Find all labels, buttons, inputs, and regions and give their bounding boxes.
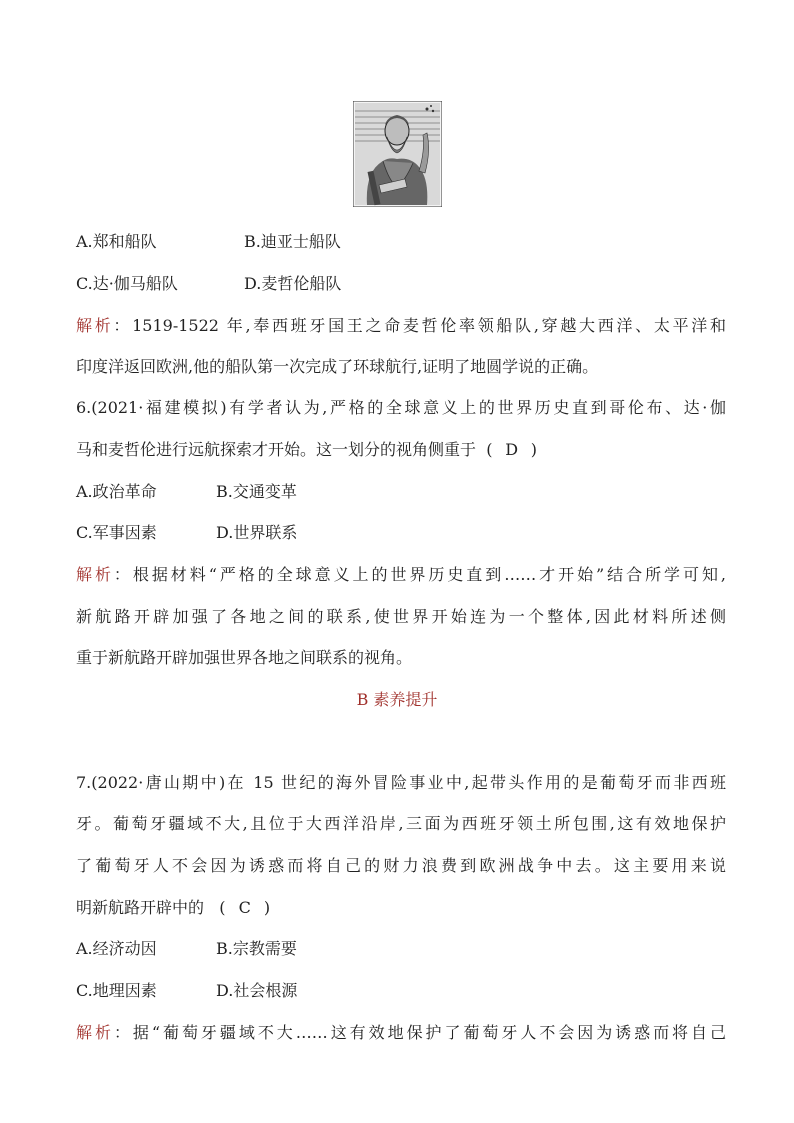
q5-option-b: B.迪亚士船队 [244,232,341,251]
analysis-label: 解析 [76,565,114,584]
q5-option-c: C.达·伽马船队 [76,274,178,293]
q5-analysis-line-2: 印度洋返回欧洲,他的船队第一次完成了环球航行,证明了地圆学说的正确。 [76,357,599,376]
q7-option-d: D.社会根源 [216,981,298,1000]
q6-stem-line-2: 马和麦哲伦进行远航探索才开始。这一划分的视角侧重于 ( D ) [76,440,538,459]
q7-option-b: B.宗教需要 [216,939,297,958]
q7-answer: C [238,898,251,917]
q6-options-row-1 [76,482,726,502]
q7-option-c: C.地理因素 [76,981,157,1000]
q6-options-row-2 [76,523,726,543]
q7-stem-line-3: 了葡萄牙人不会因为诱惑而将自己的财力浪费到欧洲战争中去。这主要用来说 [76,856,726,875]
q6-analysis-line-2: 新航路开辟加强了各地之间的联系,使世界开始连为一个整体,因此材料所述侧 [76,607,726,626]
q7-stem-line-1: 7.(2022·唐山期中)在 15 世纪的海外冒险事业中,起带头作用的是葡萄牙而非西班 [76,773,726,792]
q5-options-row-1 [76,232,726,252]
q7-bracket-open: ( [219,898,226,917]
q7-stem-line-4: 明新航路开辟中的 ( C ) [76,898,271,917]
analysis-label: 解析 [76,1023,114,1042]
q5-option-a: A.郑和船队 [76,232,157,251]
q5-option-d: D.麦哲伦船队 [244,274,342,293]
q6-bracket-open: ( [486,440,493,459]
q5-analysis-line-1: 解析：1519-1522 年,奉西班牙国王之命麦哲伦率领船队,穿越大西洋、太平洋和 [76,316,726,335]
q6-option-c: C.军事因素 [76,523,157,542]
q6-analysis-line-3: 重于新航路开辟加强世界各地之间联系的视角。 [76,648,413,667]
q6-option-a: A.政治革命 [76,482,157,501]
q7-options-row-2 [76,981,726,1001]
q6-answer: D [505,440,519,459]
q6-option-b: B.交通变革 [216,482,297,501]
q7-analysis-line-1: 解析：据“葡萄牙疆域不大……这有效地保护了葡萄牙人不会因为诱惑而将自己 [76,1023,726,1042]
q7-option-a: A.经济动因 [76,939,157,958]
q7-bracket-close: ) [263,898,271,917]
q6-bracket-close: ) [530,440,538,459]
q7-options-row-1 [76,939,726,959]
portrait-engraving-icon [353,101,442,207]
q7-stem-line-2: 牙。葡萄牙疆域不大,且位于大西洋沿岸,三面为西班牙领土所包围,这有效地保护 [76,814,726,833]
analysis-label: 解析 [76,316,114,335]
q5-options-row-2 [76,274,726,294]
q6-analysis-line-1: 解析：根据材料“严格的全球意义上的世界历史直到……才开始”结合所学可知, [76,565,726,584]
q6-stem-line-1: 6.(2021·福建模拟)有学者认为,严格的全球意义上的世界历史直到哥伦布、达·伽 [76,398,726,417]
section-title: B 素养提升 [356,690,438,709]
q6-option-d: D.世界联系 [216,523,298,542]
